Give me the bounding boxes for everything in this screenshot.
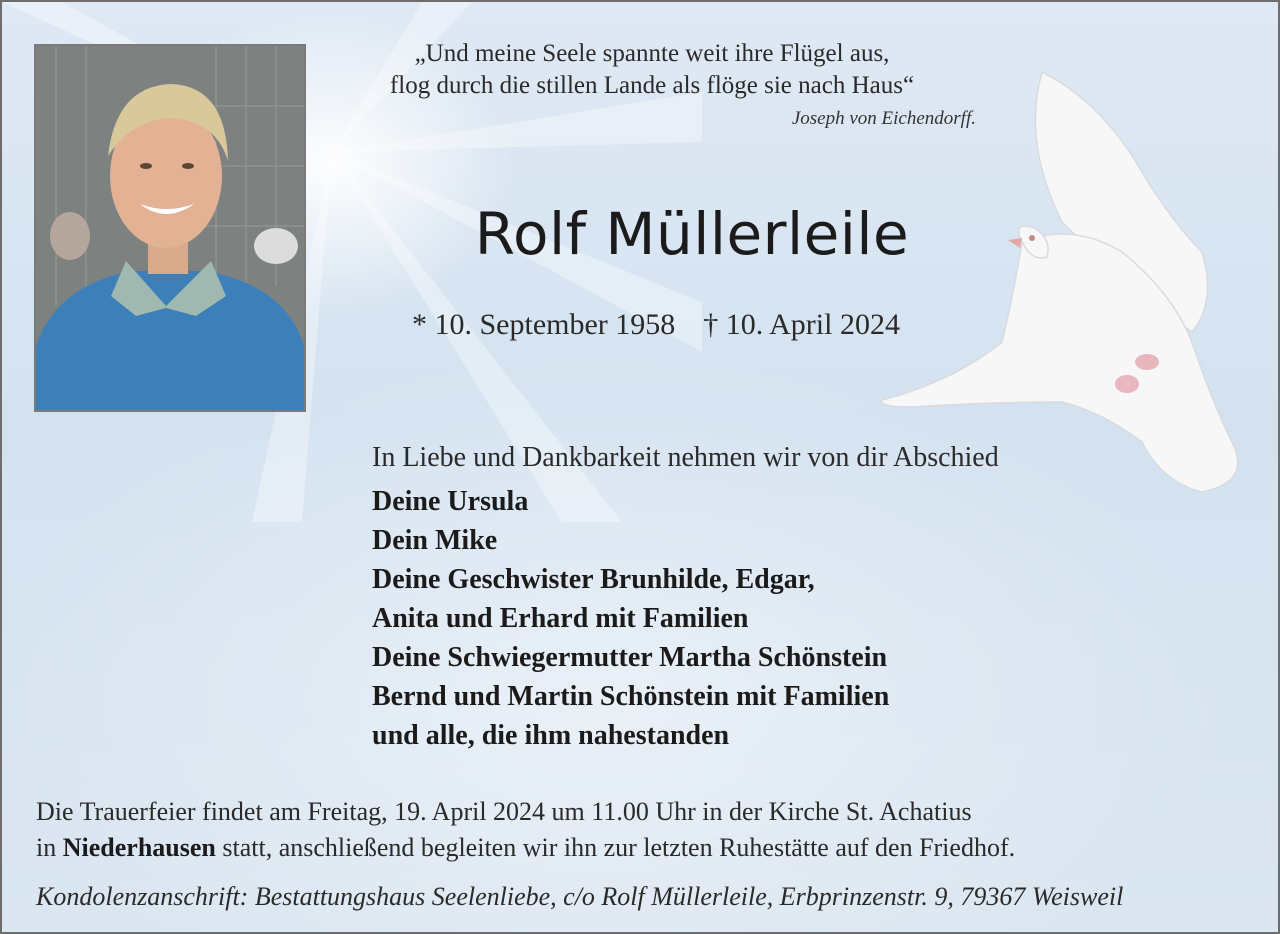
- quote-line-1: „Und meine Seele spannte weit ihre Flügel aus,: [414, 40, 890, 67]
- quote-line-2: flog durch die stillen Lande als flöge sie nach Haus“: [389, 72, 915, 99]
- dove-icon: [872, 62, 1272, 502]
- condolence-address: Kondolenzanschrift: Bestattungshaus Seelenliebe, c/o Rolf Müllerleile, Erbprinzenstr. 9, 79367 Weisweil: [36, 882, 1124, 911]
- service-line-2-prefix: in: [36, 833, 57, 862]
- quote-author: Joseph von Eichendorff.: [791, 108, 976, 129]
- birth-date: * 10. September 1958: [412, 308, 676, 341]
- mourners-list: [372, 482, 889, 755]
- mourner-3: Deine Geschwister Brunhilde, Edgar,: [372, 564, 815, 595]
- mourner-6: Bernd und Martin Schönstein mit Familien: [372, 681, 890, 712]
- death-date: † 10. April 2024: [703, 308, 900, 341]
- service-line-2: [36, 830, 1256, 866]
- mourner-1: Deine Ursula: [372, 486, 529, 517]
- mourner-2: Dein Mike: [372, 525, 498, 556]
- farewell-text: In Liebe und Dankbarkeit nehmen wir von dir Abschied: [372, 442, 999, 473]
- service-line-1: Die Trauerfeier findet am Freitag, 19. April 2024 um 11.00 Uhr in der Kirche St. Achatius: [36, 797, 972, 826]
- deceased-name: Rolf Müllerleile: [474, 200, 910, 268]
- portrait-photo: [34, 44, 306, 412]
- service-place: Niederhausen: [62, 833, 216, 862]
- funeral-service-info: [36, 794, 1256, 866]
- portrait-icon: [36, 46, 304, 410]
- mourner-5: Deine Schwiegermutter Martha Schönstein: [372, 642, 888, 673]
- mourner-7: und alle, die ihm nahestanden: [372, 720, 730, 751]
- mourner-4: Anita und Erhard mit Familien: [372, 603, 749, 634]
- service-line-2-suffix: statt, anschließend begleiten wir ihn zur letzten Ruhestätte auf den Friedhof.: [222, 833, 1016, 862]
